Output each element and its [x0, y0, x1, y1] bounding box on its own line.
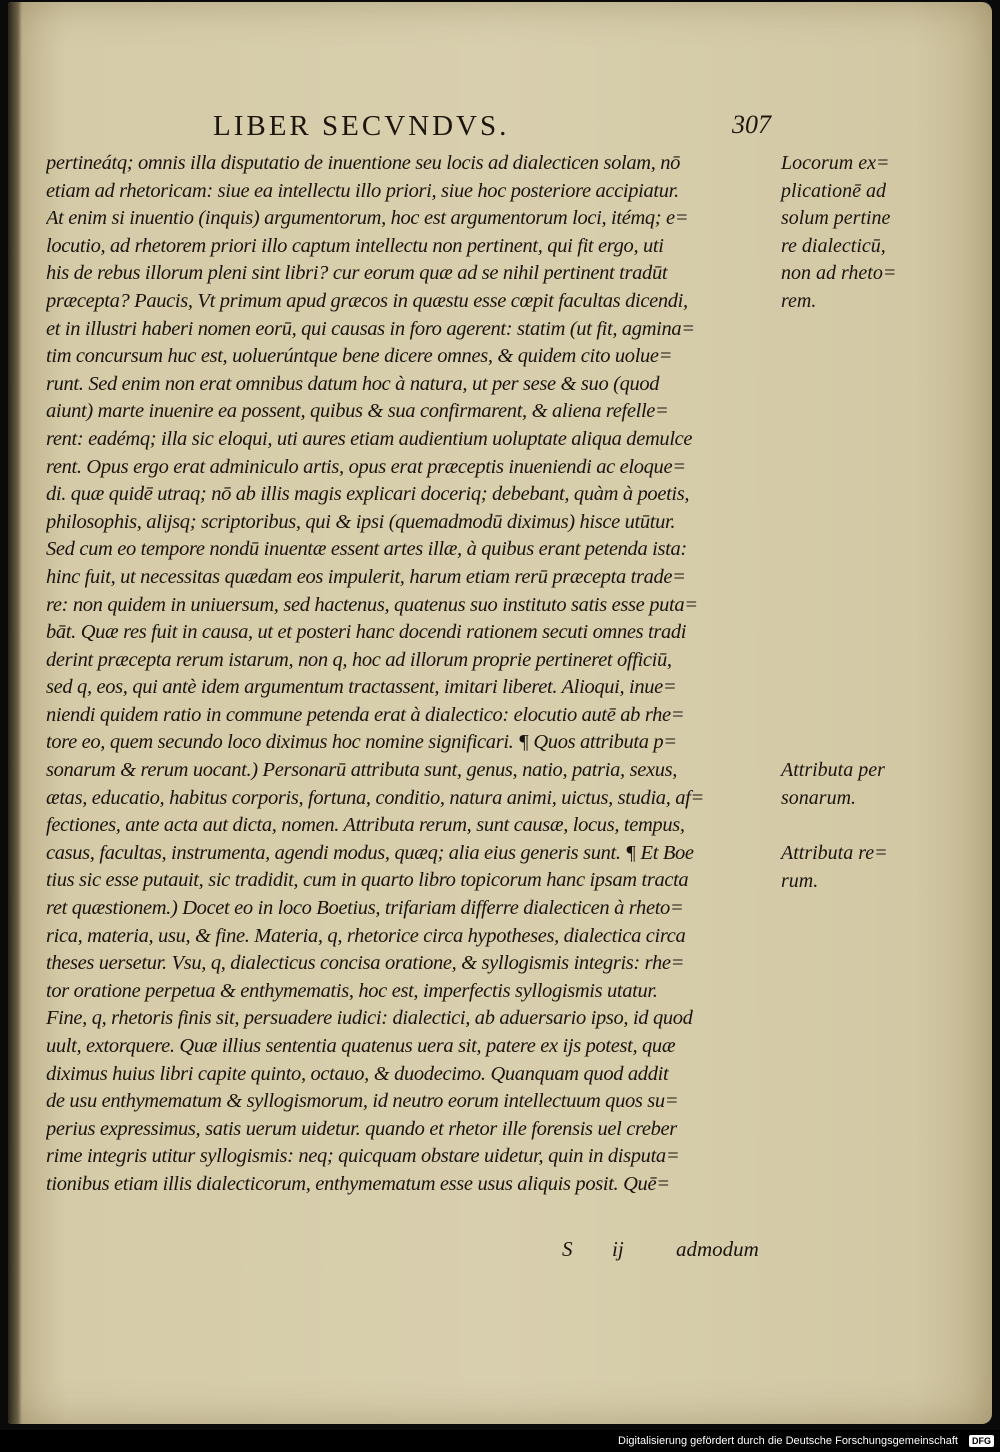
- text-line: theses uersetur. Vsu, q, dialecticus concisa oratione, & syllogismis integris: rhe=: [46, 952, 685, 975]
- text-line: pertineátq; omnis illa disputatio de inuentione seu locis ad dialecticen solam, nō: [46, 152, 681, 174]
- text-line: ret quæstionem.) Docet eo in loco Boetius, trifariam differre dialecticen à rheto=: [46, 897, 684, 920]
- text-line: præcepta? Paucis, Vt primum apud græcos in quæstu esse cœpit facultas dicendi,: [46, 289, 688, 312]
- text-line: runt. Sed enim non erat omnibus datum hoc à natura, ut per sese & suo (quod: [46, 372, 660, 395]
- text-line: Sed cum eo tempore nondū inuentæ essent artes illæ, à quibus erant petenda ista:: [46, 538, 687, 561]
- signature-number: ij: [612, 1237, 624, 1261]
- text-line: sed q, eos, qui antè idem argumentum tractassent, imitari liberet. Alioqui, inue=: [46, 676, 677, 699]
- text-line: niendi quidem ratio in commune petenda erat à dialectico: elocutio autē ab rhe=: [46, 703, 685, 726]
- margin-note-line: Attributa per: [781, 759, 885, 782]
- text-line: fectiones, ante acta aut dicta, nomen. Attributa rerum, sunt causæ, locus, tempus,: [46, 814, 685, 837]
- margin-note-line: re dialecticū,: [781, 234, 886, 257]
- signature-line: [8, 1237, 992, 1267]
- text-line: uult, extorquere. Quæ illius sententia quatenus uera sit, patere ex ijs potest, quæ: [46, 1035, 676, 1057]
- text-line: tim concursum huc est, uoluerúntque bene dicere omnes, & quidem cito uolue=: [46, 345, 673, 368]
- page-header: [8, 110, 992, 146]
- text-line: tore eo, quem secundo loco diximus hoc nomine significari. ¶ Quos attributa p=: [46, 731, 677, 754]
- margin-note-attributa-personarum: [781, 757, 986, 812]
- text-line: etiam ad rhetoricam: siue ea intellectu illo priori, siue hoc posteriore accipiatur.: [46, 179, 679, 202]
- running-head: LIBER SECVNDVS.: [213, 110, 510, 142]
- text-line: At enim si inuentio (inquis) argumentorum, hoc est argumentorum loci, itémq; e=: [46, 207, 689, 230]
- text-line: rent. Opus ergo erat adminiculo artis, opus erat præceptis inueniendi ac eloque=: [46, 455, 686, 478]
- text-line: hinc fuit, ut necessitas quædam eos impulerit, harum etiam rerū præcepta trade=: [46, 565, 686, 588]
- signature-mark: S: [562, 1237, 573, 1261]
- margin-note-line: non ad rheto=: [781, 262, 897, 285]
- text-line: bāt. Quæ res fuit in causa, ut et posteri hanc docendi rationem secuti omnes tradi: [46, 621, 687, 644]
- text-line: di. quæ quidē utraq; nō ab illis magis explicari doceriq; debebant, quàm à poetis,: [46, 483, 690, 506]
- text-line: perius expressimus, satis uerum uidetur. quando et rhetor ille forensis uel creber: [46, 1117, 677, 1140]
- margin-note-line: plicationē ad: [781, 179, 886, 202]
- margin-note-line: rum.: [781, 869, 819, 892]
- text-line: rime integris utitur syllogismis: neq; quicquam obstare uidetur, quin in disputa=: [46, 1145, 680, 1168]
- text-line: derint præcepta rerum istarum, non q, hoc ad illorum proprie pertineret officiū,: [46, 648, 672, 671]
- text-line: rent: eadémq; illa sic eloqui, uti aures etiam audientium uoluptate aliqua demulce: [46, 427, 693, 450]
- text-line: philosophis, alijsq; scriptoribus, qui & ipsi (quemadmodū diximus) hisce utūtur.: [46, 510, 676, 533]
- margin-note-attributa-rerum: [781, 840, 986, 895]
- text-line: tionibus etiam illis dialecticorum, enthymematum esse usus aliquis posit. Quē=: [46, 1172, 670, 1195]
- margin-note-line: solum pertine: [781, 207, 891, 230]
- margin-note-line: sonarum.: [781, 786, 857, 809]
- margin-note-line: rem.: [781, 289, 817, 312]
- page-number: 307: [732, 110, 771, 139]
- funding-notice: Digitalisierung gefördert durch die Deutsche Forschungsgemeinschaft: [618, 1435, 958, 1447]
- text-line: ætas, educatio, habitus corporis, fortuna, conditio, natura animi, uictus, studia, af=: [46, 786, 704, 809]
- book-spine-shadow: [8, 2, 22, 1424]
- text-line: rica, materia, usu, & fine. Materia, q, rhetorice circa hypotheses, dialectica circa: [46, 924, 686, 947]
- main-text-block: [46, 150, 776, 1199]
- text-line: et in illustri haberi nomen eorū, qui causas in foro agerent: statim (ut fit, agmina=: [46, 317, 695, 340]
- footer-bar: [0, 1430, 1000, 1452]
- catchword: admodum: [676, 1237, 759, 1261]
- book-page: [8, 2, 992, 1424]
- text-line: tius sic esse putauit, sic tradidit, cum in quarto libro topicorum hanc ipsam tracta: [46, 869, 689, 892]
- text-line: de usu enthymematum & syllogismorum, id neutro eorum intellectuum quos su=: [46, 1090, 679, 1113]
- text-line: aiunt) marte inuenire ea possent, quibus & sua confirmarent, & aliena refelle=: [46, 400, 669, 423]
- margin-note-locorum: [781, 150, 986, 316]
- text-line: diximus huius libri capite quinto, octauo, & duodecimo. Quanquam quod addit: [46, 1062, 669, 1085]
- dfg-logo: DFG: [969, 1435, 994, 1447]
- text-line: his de rebus illorum pleni sint libri? cur eorum quæ ad se nihil pertinent tradūt: [46, 262, 668, 285]
- margin-note-line: Locorum ex=: [781, 152, 890, 174]
- text-line: sonarum & rerum uocant.) Personarū attributa sunt, genus, natio, patria, sexus,: [46, 759, 678, 782]
- text-line: locutio, ad rhetorem priori illo captum intellectu non pertinent, qui fit ergo, uti: [46, 234, 664, 257]
- text-line: casus, facultas, instrumenta, agendi modus, quæq; alia eius generis sunt. ¶ Et Boe: [46, 841, 694, 864]
- text-line: re: non quidem in uniuersum, sed hactenus, quatenus suo instituto satis esse puta=: [46, 593, 698, 616]
- margin-note-line: Attributa re=: [781, 842, 888, 864]
- text-line: tor oratione perpetua & enthymematis, hoc est, imperfectis syllogismis utatur.: [46, 979, 658, 1002]
- text-line: Fine, q, rhetoris finis sit, persuadere iudici: dialectici, ab aduersario ipso, id quod: [46, 1007, 693, 1030]
